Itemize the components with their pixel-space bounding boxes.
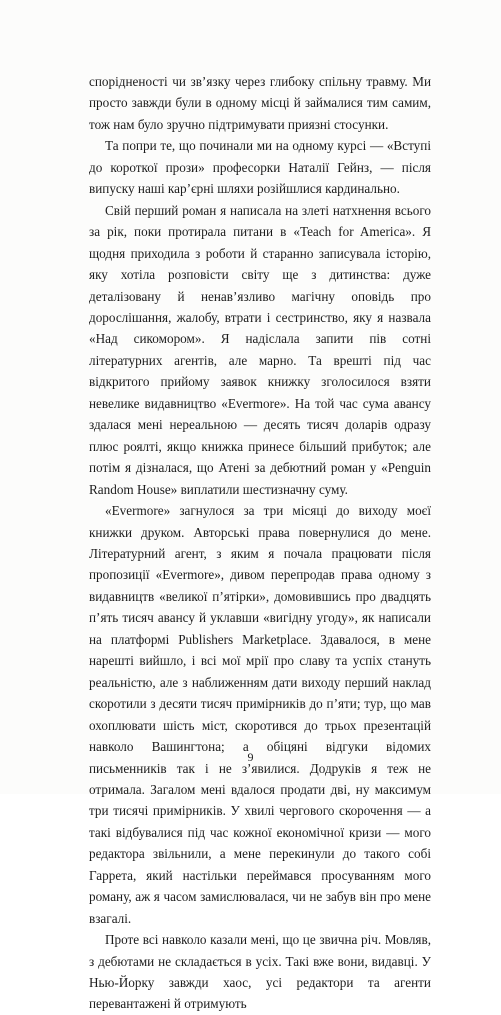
paragraph: Та попри те, що починали ми на одному курсі — «Вступі до короткої прози» професорки Наталії Гейнз, — після випуску наші кар’єрні шляхи розійшлися кардинально. [89, 138, 431, 197]
body-text [89, 71, 431, 1015]
paragraph-continued: спорідненості чи зв’язку через глибоку спільну травму. Ми просто завжди були в одному місці й займалися тим самим, тож нам було зручно підтримувати приязні стосунки. [89, 74, 431, 132]
page-number: 9 [247, 750, 254, 764]
paragraph: «Evermore» загнулося за три місяці до виходу моєї книжки друком. Авторські права повернулися до мене. Літературний агент, з яким я почала працювати після пропозиції «Evermore», дивом перепродав права одному з видавництв «великої п’ятірки», домовившись про двадцять п’ять тисяч авансу й уклавши «вигідну угоду», як написали на платформі Publishers Marketplace. Здавалося, в мене нарешті вийшло, і всі мої мрії про славу та успіх стануть реальністю, але з наближенням дати виходу перший наклад скоротили з десяти тисяч примірників до п’яти; тур, що мав охоплювати шість міст, скоротився до трьох презентацій навколо Вашингтона; а обіцяні відгуки відомих письменників так і не з’явилися. Додруків я теж не отримала. Загалом мені вдалося продати дві, ну максимум три тисячі примірників. У хвилі чергового скорочення — а такі відбувалися під час кожної економічної кризи — мого редактора звільнили, а мене перекинули до такого собі Гаррета, який настільки переймався просуванням мого роману, аж я часом замислювалася, чи не забув він про мене взагалі. [89, 503, 431, 926]
paragraph: Проте всі навколо казали мені, що це звична річ. Мовляв, з дебютами не складається в усіх. Такі вже вони, видавці. У Нью-Йорку завжди хаос, усі редактори та агенти перевантажені й отримують [89, 932, 431, 1012]
paragraph: Свій перший роман я написала на злеті натхнення всього за рік, поки протирала питани в «Teach for America». Я щодня приходила з роботи й старанно записувала історію, яку хотіла розповісти світу ще з дитинства: дуже деталізовану й ненав’язливо магічну оповідь про дорослішання, жалобу, втрати і сестринство, яку я назвала «Над сикомором». Я надіслала запити пів сотні літературних агентів, але марно. Та врешті під час відкритого прийому заявок книжку зголосилося взяти невелике видавництво «Evermore». На той час сума авансу здалася мені нереальною — десять тисяч доларів одразу плюс роялті, якщо книжка принесе більший прибуток; але потім я дізналася, що Атені за дебютний роман у «Penguin Random House» виплатили шестизначну суму. [89, 202, 431, 497]
